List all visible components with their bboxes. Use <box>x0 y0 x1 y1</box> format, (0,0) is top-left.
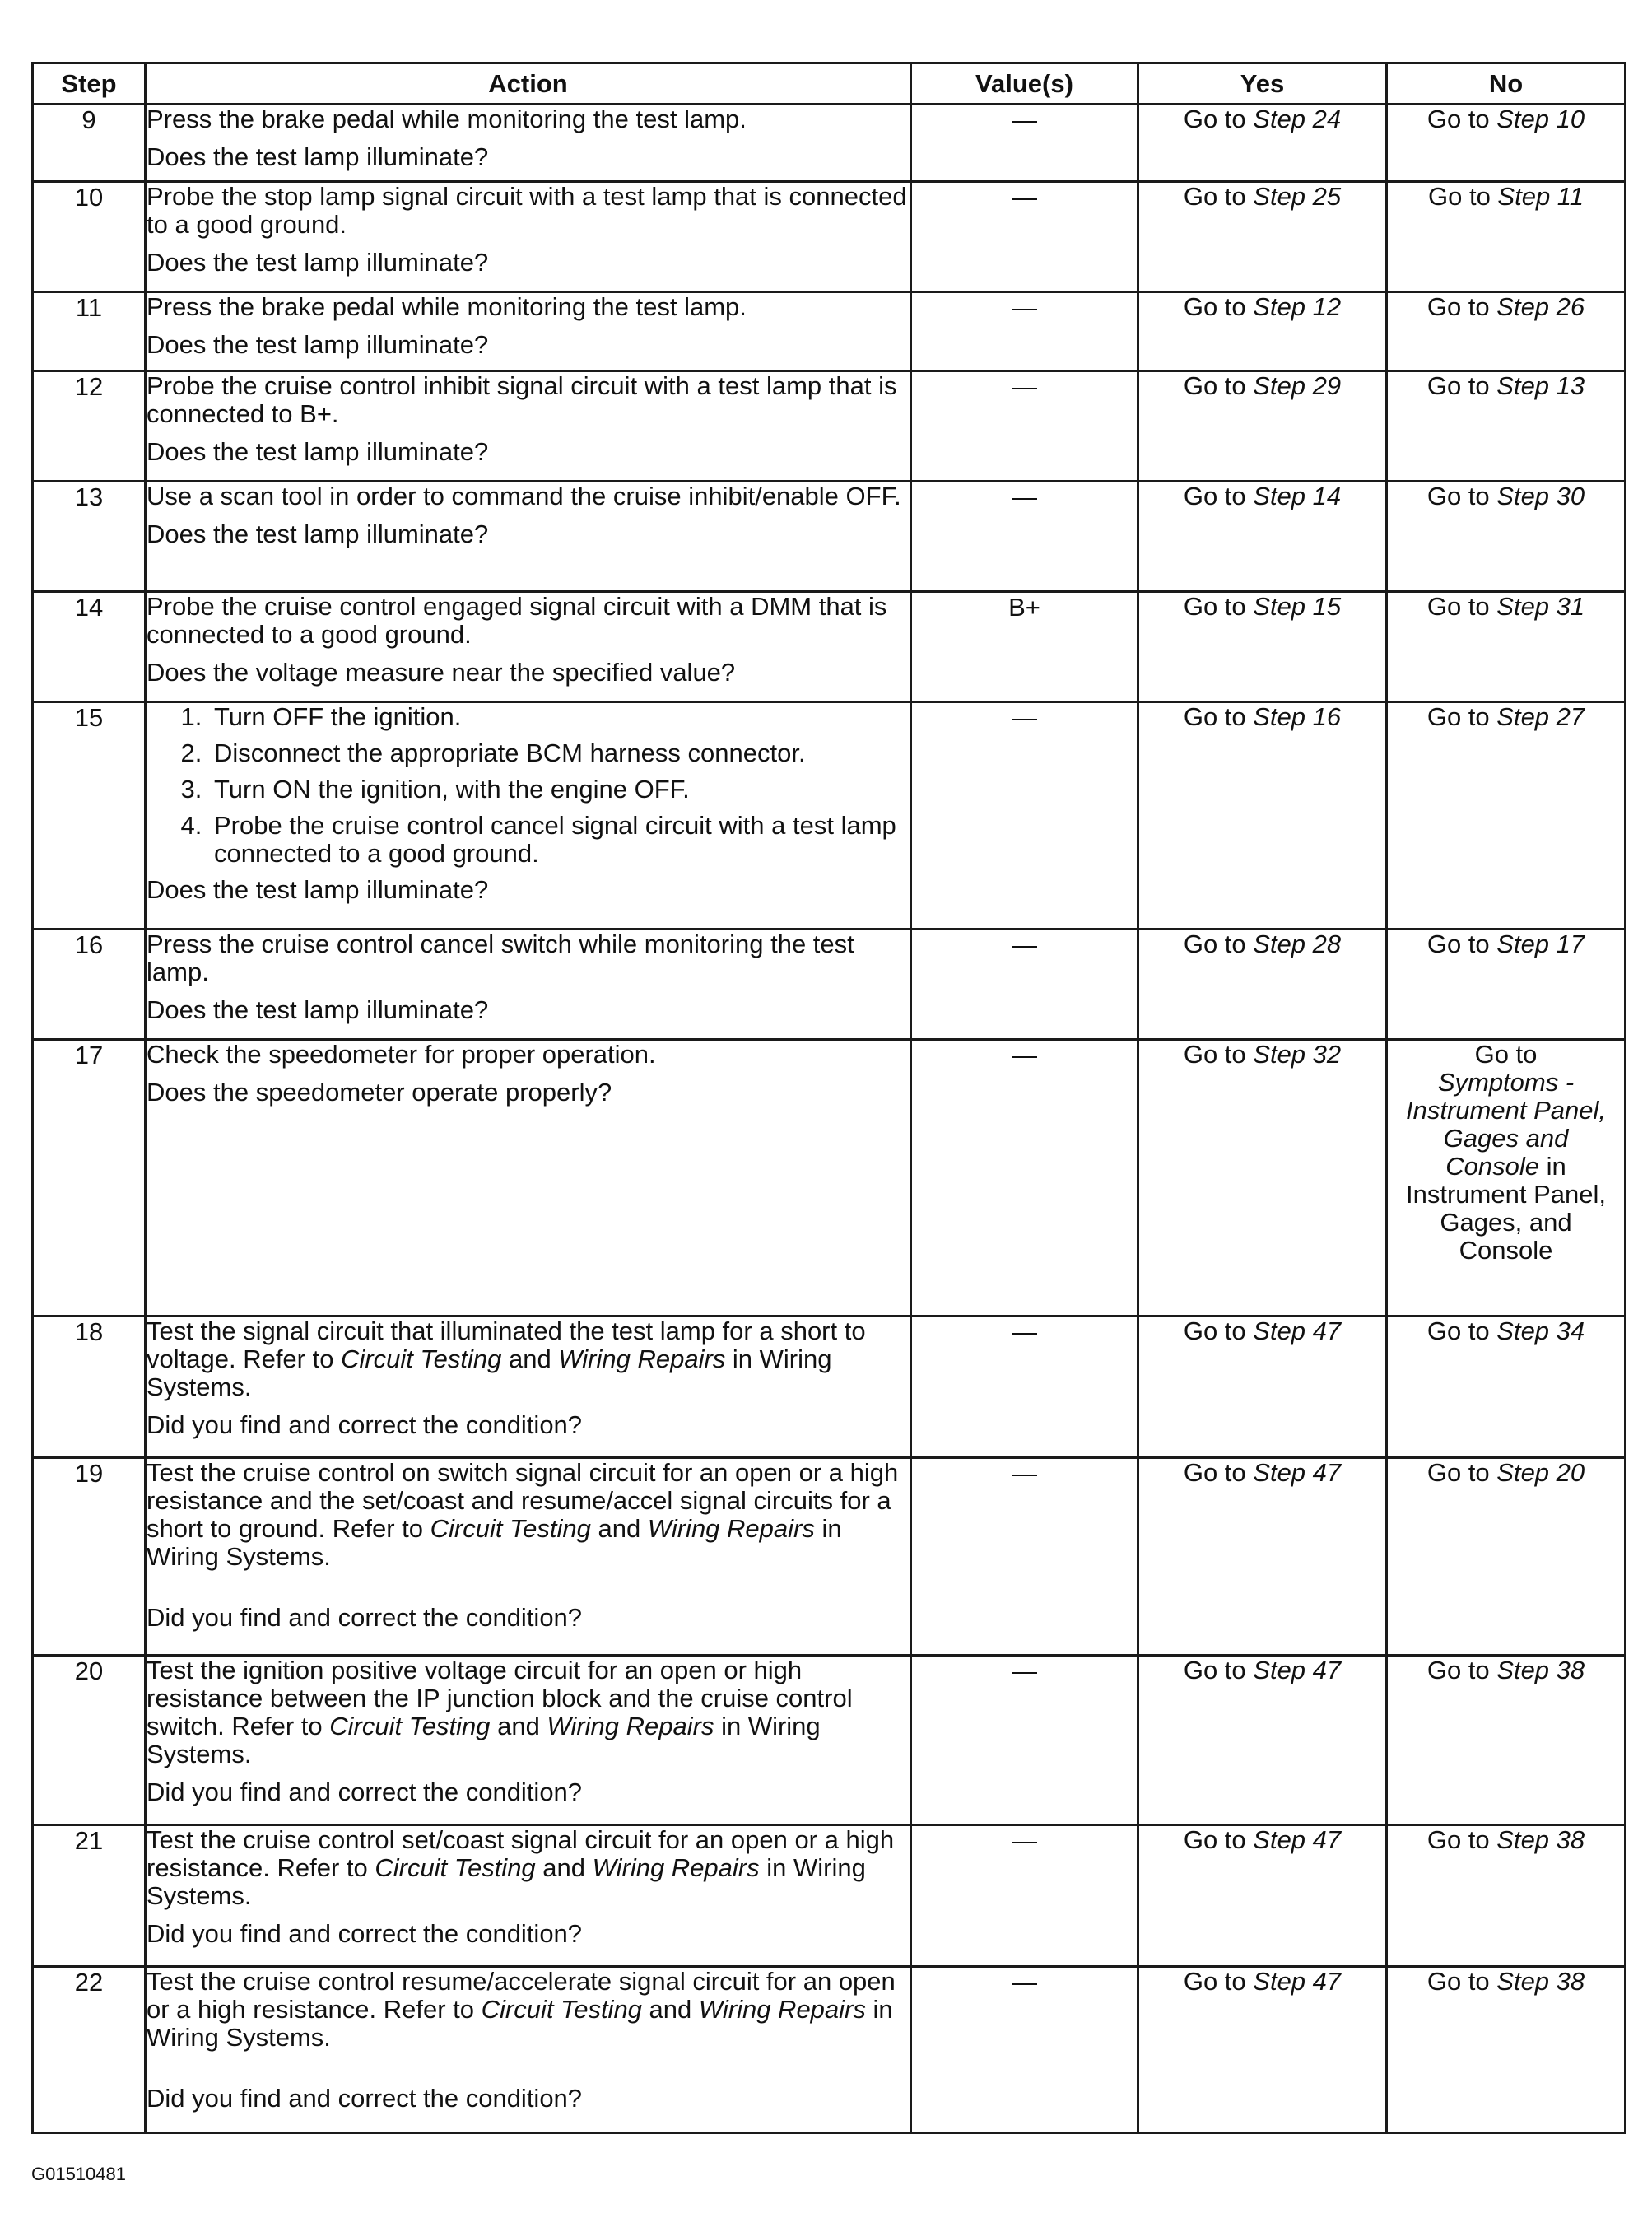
yes-step-ref: Step 32 <box>1253 1040 1342 1069</box>
value-cell: — <box>911 371 1138 482</box>
table-row <box>33 1458 1626 1656</box>
reference-circuit-testing: Circuit Testing <box>481 1995 642 2024</box>
yes-step-ref: Step 12 <box>1253 292 1342 321</box>
action-question: Does the test lamp illuminate? <box>147 875 489 904</box>
no-text: Gages, and <box>1440 1208 1572 1237</box>
table-row <box>33 702 1626 930</box>
yes-prefix: Go to <box>1183 182 1254 211</box>
step-number: 20 <box>33 1656 146 1825</box>
action-question: Did you find and correct the condition? <box>147 2084 583 2113</box>
no-cell <box>1387 592 1626 702</box>
action-steps-list <box>147 703 910 868</box>
no-prefix: Go to <box>1426 371 1497 400</box>
yes-prefix: Go to <box>1183 702 1254 731</box>
action-text-part: Test the signal circuit that illuminated the test lamp for a short to voltage. Refer to <box>147 1316 866 1373</box>
list-item: 4. Probe the cruise control cancel signal circuit with a test lamp connected to a good ground. <box>209 812 910 868</box>
yes-prefix: Go to <box>1183 292 1254 321</box>
action-text-part: Test the cruise control set/coast signal circuit for an open or a high resistance. Refer to <box>147 1825 895 1882</box>
no-cell <box>1387 182 1626 292</box>
yes-cell <box>1138 105 1387 182</box>
action-cell <box>146 482 911 592</box>
yes-prefix: Go to <box>1183 1316 1254 1345</box>
action-text <box>147 1459 910 1571</box>
no-prefix: Go to <box>1426 592 1497 621</box>
no-ref-console: Console <box>1445 1152 1539 1181</box>
action-text-part: Test the cruise control on switch signal circuit for an open or a high resistance and the set/coast and resume/accel signal circuits for a short to ground. Refer to <box>147 1458 899 1543</box>
yes-step-ref: Step 47 <box>1253 1316 1342 1345</box>
no-step-ref: Step 26 <box>1496 292 1585 321</box>
step-number: 9 <box>33 105 146 182</box>
action-cell <box>146 371 911 482</box>
yes-cell <box>1138 1458 1387 1656</box>
action-text: Press the brake pedal while monitoring the test lamp. <box>147 292 747 321</box>
action-text-part: in Wiring Systems. <box>147 1853 866 1910</box>
table-row <box>33 1656 1626 1825</box>
yes-cell <box>1138 702 1387 930</box>
action-text: Check the speedometer for proper operation. <box>147 1040 656 1069</box>
yes-cell <box>1138 592 1387 702</box>
step-number: 15 <box>33 702 146 930</box>
yes-step-ref: Step 28 <box>1253 930 1342 958</box>
yes-cell <box>1138 371 1387 482</box>
header-yes: Yes <box>1138 63 1387 105</box>
header-values: Value(s) <box>911 63 1138 105</box>
no-step-ref: Step 10 <box>1496 105 1585 133</box>
no-prefix: Go to <box>1426 930 1497 958</box>
action-cell <box>146 292 911 371</box>
no-prefix: Go to <box>1426 105 1497 133</box>
action-text-part: Test the ignition positive voltage circuit for an open or high resistance between the IP junction block and the cruise control switch. Refer to <box>147 1656 853 1740</box>
action-question: Did you find and correct the condition? <box>147 1919 583 1948</box>
action-cell <box>146 1316 911 1458</box>
no-cell <box>1387 1458 1626 1656</box>
yes-cell <box>1138 1656 1387 1825</box>
reference-wiring-repairs: Wiring Repairs <box>558 1344 726 1373</box>
no-prefix: Go to <box>1426 1825 1497 1854</box>
table-header-row <box>33 63 1626 105</box>
action-text: Probe the stop lamp signal circuit with a test lamp that is connected to a good ground. <box>147 182 907 239</box>
yes-step-ref: Step 25 <box>1253 182 1342 211</box>
value-cell: — <box>911 1040 1138 1316</box>
yes-prefix: Go to <box>1183 482 1254 510</box>
yes-step-ref: Step 47 <box>1253 1967 1342 1996</box>
action-question: Did you find and correct the condition? <box>147 1603 583 1632</box>
action-text: Use a scan tool in order to command the cruise inhibit/enable OFF. <box>147 482 901 510</box>
table-row <box>33 292 1626 371</box>
yes-cell <box>1138 1040 1387 1316</box>
yes-prefix: Go to <box>1183 1825 1254 1854</box>
reference-wiring-repairs: Wiring Repairs <box>547 1712 714 1740</box>
step-number: 14 <box>33 592 146 702</box>
reference-wiring-repairs: Wiring Repairs <box>592 1853 760 1882</box>
header-action: Action <box>146 63 911 105</box>
header-no: No <box>1387 63 1626 105</box>
no-step-ref: Step 20 <box>1496 1458 1585 1487</box>
value-cell: — <box>911 702 1138 930</box>
header-step: Step <box>33 63 146 105</box>
step-number: 13 <box>33 482 146 592</box>
yes-cell <box>1138 292 1387 371</box>
yes-step-ref: Step 14 <box>1253 482 1342 510</box>
no-cell <box>1387 1967 1626 2133</box>
yes-prefix: Go to <box>1183 1656 1254 1684</box>
action-text: Probe the cruise control engaged signal circuit with a DMM that is connected to a good ground. <box>147 592 887 649</box>
no-cell <box>1387 482 1626 592</box>
no-cell <box>1387 1656 1626 1825</box>
yes-prefix: Go to <box>1183 1967 1254 1996</box>
list-item: 3. Turn ON the ignition, with the engine OFF. <box>209 776 910 804</box>
yes-step-ref: Step 29 <box>1253 371 1342 400</box>
no-step-ref: Step 38 <box>1496 1825 1585 1854</box>
action-cell <box>146 1825 911 1967</box>
step-number: 18 <box>33 1316 146 1458</box>
no-prefix: Go to <box>1426 1458 1497 1487</box>
yes-cell <box>1138 182 1387 292</box>
no-step-ref: Step 38 <box>1496 1656 1585 1684</box>
step-number: 22 <box>33 1967 146 2133</box>
no-cell <box>1387 1316 1626 1458</box>
no-text-in: in <box>1539 1152 1566 1181</box>
no-prefix: Go to <box>1427 182 1498 211</box>
step-number: 16 <box>33 930 146 1040</box>
no-cell <box>1387 1825 1626 1967</box>
action-cell <box>146 930 911 1040</box>
action-text-part: and <box>590 1514 648 1543</box>
yes-step-ref: Step 47 <box>1253 1656 1342 1684</box>
reference-circuit-testing: Circuit Testing <box>341 1344 502 1373</box>
table-row <box>33 592 1626 702</box>
table-row <box>33 1316 1626 1458</box>
yes-step-ref: Step 47 <box>1253 1825 1342 1854</box>
action-text <box>147 1826 910 1910</box>
yes-step-ref: Step 24 <box>1253 105 1342 133</box>
yes-cell <box>1138 1316 1387 1458</box>
step-number: 10 <box>33 182 146 292</box>
value-cell: — <box>911 482 1138 592</box>
yes-prefix: Go to <box>1183 930 1254 958</box>
value-cell: — <box>911 1967 1138 2133</box>
yes-cell <box>1138 930 1387 1040</box>
value-cell: — <box>911 105 1138 182</box>
action-cell <box>146 702 911 930</box>
yes-cell <box>1138 482 1387 592</box>
value-cell: — <box>911 1316 1138 1458</box>
value-cell: — <box>911 182 1138 292</box>
no-cell <box>1387 930 1626 1040</box>
no-prefix: Go to <box>1426 292 1497 321</box>
reference-wiring-repairs: Wiring Repairs <box>698 1995 866 2024</box>
action-cell <box>146 105 911 182</box>
no-step-ref: Step 27 <box>1496 702 1585 731</box>
table-row <box>33 105 1626 182</box>
reference-wiring-repairs: Wiring Repairs <box>647 1514 815 1543</box>
step-number: 11 <box>33 292 146 371</box>
no-text: Console <box>1459 1236 1553 1265</box>
action-text-part: and <box>641 1995 699 2024</box>
value-cell: — <box>911 1825 1138 1967</box>
list-item: 1. Turn OFF the ignition. <box>209 703 910 731</box>
figure-id: G01510481 <box>31 2164 126 2184</box>
action-cell <box>146 1458 911 1656</box>
no-step-ref: Step 11 <box>1497 182 1584 211</box>
yes-prefix: Go to <box>1183 1458 1254 1487</box>
yes-step-ref: Step 16 <box>1253 702 1342 731</box>
yes-prefix: Go to <box>1183 1040 1254 1069</box>
no-cell <box>1387 1040 1626 1316</box>
no-ref-symptoms: Symptoms - <box>1437 1068 1575 1097</box>
action-question: Does the test lamp illuminate? <box>147 437 489 466</box>
no-prefix: Go to <box>1426 1967 1497 1996</box>
yes-step-ref: Step 15 <box>1253 592 1342 621</box>
value-cell: — <box>911 1458 1138 1656</box>
action-text-part: and <box>501 1344 559 1373</box>
no-step-ref: Step 34 <box>1496 1316 1585 1345</box>
no-prefix: Go to <box>1426 482 1497 510</box>
no-step-ref: Step 38 <box>1496 1967 1585 1996</box>
no-prefix: Go to <box>1426 1656 1497 1684</box>
action-text: Probe the cruise control inhibit signal circuit with a test lamp that is connected to B+. <box>147 371 897 428</box>
action-text: Press the cruise control cancel switch while monitoring the test lamp. <box>147 930 854 986</box>
action-question: Does the test lamp illuminate? <box>147 248 489 277</box>
action-cell <box>146 1040 911 1316</box>
yes-step-ref: Step 47 <box>1253 1458 1342 1487</box>
action-text-part: and <box>490 1712 547 1740</box>
table-row <box>33 182 1626 292</box>
action-question: Does the voltage measure near the specified value? <box>147 658 736 687</box>
value-cell: — <box>911 292 1138 371</box>
no-step-ref: Step 17 <box>1496 930 1585 958</box>
action-cell <box>146 182 911 292</box>
action-cell <box>146 1656 911 1825</box>
action-question: Does the test lamp illuminate? <box>147 330 489 359</box>
list-item: 2. Disconnect the appropriate BCM harness connector. <box>209 739 910 767</box>
no-cell <box>1387 105 1626 182</box>
table-row <box>33 482 1626 592</box>
action-text-part: in Wiring Systems. <box>147 1344 832 1401</box>
action-question: Did you find and correct the condition? <box>147 1410 583 1439</box>
yes-cell <box>1138 1967 1387 2133</box>
no-cell <box>1387 292 1626 371</box>
action-text: Press the brake pedal while monitoring the test lamp. <box>147 105 747 133</box>
no-ref-instrument-panel: Instrument Panel, <box>1406 1096 1606 1125</box>
no-step-ref: Step 31 <box>1496 592 1585 621</box>
action-text-part: Test the cruise control resume/accelerate signal circuit for an open or a high resistance. Refer to <box>147 1967 896 2024</box>
yes-prefix: Go to <box>1183 371 1254 400</box>
action-cell <box>146 1967 911 2133</box>
action-text <box>147 1657 910 1768</box>
table-row <box>33 371 1626 482</box>
table-row <box>33 1825 1626 1967</box>
action-question: Does the speedometer operate properly? <box>147 1078 612 1107</box>
value-cell: — <box>911 930 1138 1040</box>
step-number: 21 <box>33 1825 146 1967</box>
no-text: Go to <box>1474 1040 1538 1069</box>
no-prefix: Go to <box>1426 702 1497 731</box>
action-text-part: in Wiring Systems. <box>147 1514 842 1571</box>
action-text-part: in Wiring Systems. <box>147 1995 893 2052</box>
action-question: Does the test lamp illuminate? <box>147 520 489 548</box>
yes-prefix: Go to <box>1183 105 1254 133</box>
action-question: Does the test lamp illuminate? <box>147 142 489 171</box>
action-text <box>147 1968 910 2052</box>
value-cell: — <box>911 1656 1138 1825</box>
reference-circuit-testing: Circuit Testing <box>375 1853 536 1882</box>
action-text-part: in Wiring Systems. <box>147 1712 821 1768</box>
no-step-ref: Step 30 <box>1496 482 1585 510</box>
table-row <box>33 1040 1626 1316</box>
no-cell <box>1387 702 1626 930</box>
table-row <box>33 1967 1626 2133</box>
table-row <box>33 930 1626 1040</box>
action-question: Does the test lamp illuminate? <box>147 995 489 1024</box>
no-ref-gages: Gages and <box>1443 1124 1569 1153</box>
no-text: Instrument Panel, <box>1406 1180 1606 1209</box>
action-text-part: and <box>535 1853 593 1882</box>
step-number: 12 <box>33 371 146 482</box>
action-question: Did you find and correct the condition? <box>147 1778 583 1806</box>
step-number: 19 <box>33 1458 146 1656</box>
no-step-ref: Step 13 <box>1496 371 1585 400</box>
reference-circuit-testing: Circuit Testing <box>329 1712 491 1740</box>
diagnostic-table <box>31 62 1626 2134</box>
step-number: 17 <box>33 1040 146 1316</box>
no-cell <box>1387 371 1626 482</box>
action-text <box>147 1317 910 1401</box>
no-ref-console-line <box>1388 1153 1624 1181</box>
yes-prefix: Go to <box>1183 592 1254 621</box>
action-cell <box>146 592 911 702</box>
no-prefix: Go to <box>1426 1316 1497 1345</box>
value-cell: B+ <box>911 592 1138 702</box>
yes-cell <box>1138 1825 1387 1967</box>
reference-circuit-testing: Circuit Testing <box>430 1514 591 1543</box>
